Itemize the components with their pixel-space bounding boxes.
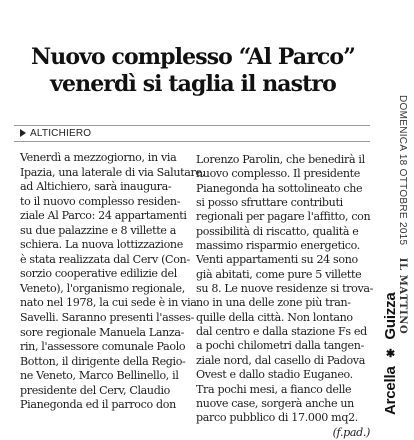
article-line: è stata realizzata dal Cerv (Con- <box>20 252 190 266</box>
article-line: quille della città. Non lontano <box>196 310 353 324</box>
article-line: sorzio cooperative edilizie del <box>20 267 177 281</box>
headline-line-2: venerdì si taglia il nastro <box>50 71 336 97</box>
headline <box>18 44 368 98</box>
author-signature: (f.pad.) <box>332 425 370 439</box>
article-line: Tra pochi mesi, a fianco delle <box>196 382 352 396</box>
article-column-2 <box>196 153 374 440</box>
article-line: Venti appartamenti su 24 sono <box>196 253 358 267</box>
article-line: Savelli. Saranno presenti l'asses- <box>20 311 194 325</box>
headline-line-1: Nuovo complesso “Al Parco” <box>31 44 355 70</box>
article-line: nuove case, sorgerà anche un <box>196 396 354 410</box>
triangle-marker-icon <box>20 129 26 137</box>
article-line: ne Veneto, Marco Bellinello, il <box>20 369 179 383</box>
article-line: parco pubblico di 17.000 mq2. <box>196 411 358 425</box>
article-line: to il nuovo complesso residen- <box>20 194 181 208</box>
article-line: no in una delle zone più tran- <box>196 296 351 310</box>
publication-date: DOMENICA 18 OTTOBRE 2015 <box>397 95 408 246</box>
article-line: schiera. La nuova lottizzazione <box>20 238 183 252</box>
section-name-guizza: Guizza <box>382 292 399 340</box>
topic-bar <box>14 125 370 142</box>
article-line: regionali per pagare l'affitto, con <box>196 210 371 224</box>
topic-label: ALTICHIERO <box>30 128 92 139</box>
section-name-arcella: Arcella <box>382 366 399 415</box>
article-line: già abitati, come pure 5 villette <box>196 267 362 281</box>
article-line: ziale nord, dal casello di Padova <box>196 353 365 367</box>
article-line: si posso sfruttare contributi <box>196 196 343 210</box>
article-line: possibilità di riscatto, qualità e <box>196 224 359 238</box>
article-line: Pianegonda ed il parroco don <box>20 398 176 412</box>
article-line: sore regionale Manuela Lanza- <box>20 325 185 339</box>
article-line: dal centro e dalla stazione Fs ed <box>196 325 367 339</box>
article-line: Botton, il dirigente della Regio- <box>20 354 186 368</box>
article-line: Lorenzo Parolin, che benedirà il <box>196 153 365 166</box>
article-line: a pochi chilometri dalla tangen- <box>196 339 364 353</box>
article-line: nato nel 1978, la cui sede è in via <box>20 296 197 310</box>
article-line: Ipazia, una laterale di via Salutare, <box>20 165 205 179</box>
newspaper-name: IL MATTINO <box>397 257 408 335</box>
article-line: nuovo complesso. Il presidente <box>196 167 360 181</box>
article-column-1 <box>20 151 205 413</box>
article-line: Venerdì a mezzogiorno, in via <box>20 151 177 164</box>
article-line: su due palazzine e 8 villette a <box>20 223 176 237</box>
article-line: Pianegonda ha sottolineato che <box>196 181 363 195</box>
star-icon: ✱ <box>385 346 397 360</box>
article-line: presidente del Cerv, Claudio <box>20 383 170 397</box>
article-line: Ovest e dallo stadio Euganeo. <box>196 368 353 382</box>
article-line: ziale Al Parco: 24 appartamenti <box>20 209 187 223</box>
article-line: ad Altichiero, sarà inaugura- <box>20 180 172 194</box>
article-line: Veneto), l'organismo regionale, <box>20 281 185 295</box>
article-line: rin, l'assessore comunale Paolo <box>20 340 186 354</box>
article-line: massimo risparmio energetico. <box>196 239 360 253</box>
article-line: su 8. Le nuove residenze si trova- <box>196 282 374 296</box>
